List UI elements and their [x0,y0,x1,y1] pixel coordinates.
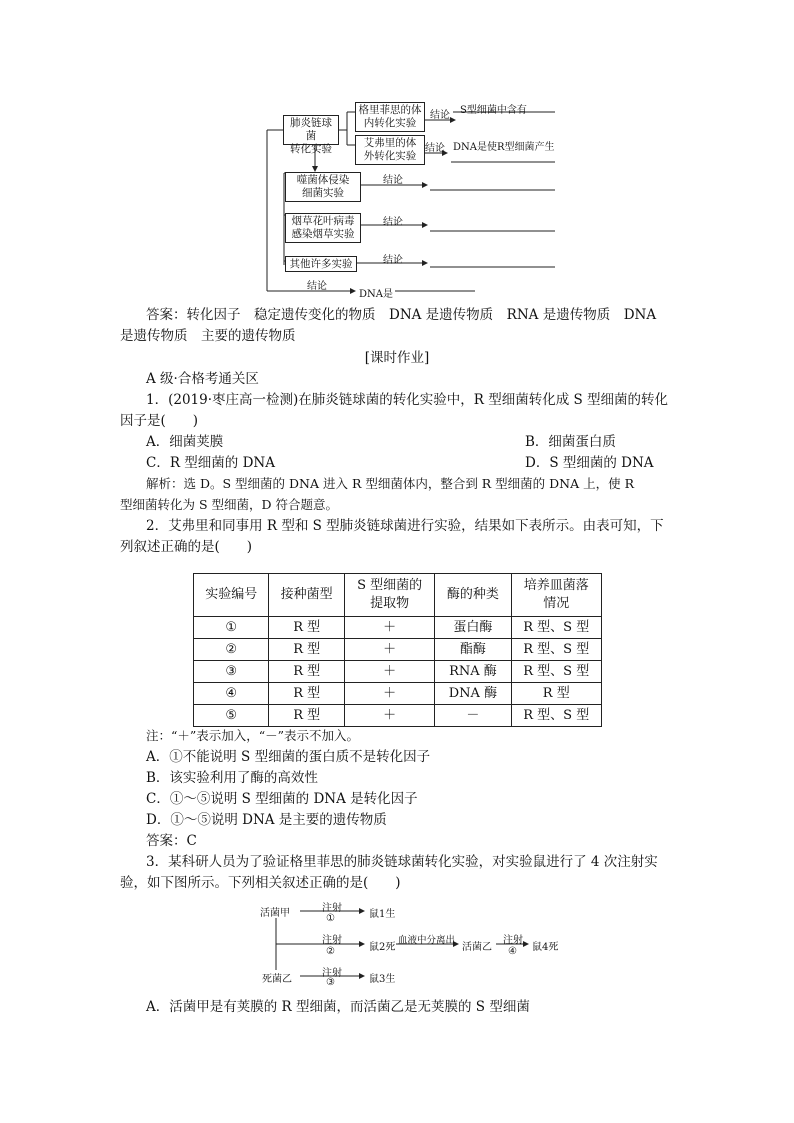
q1-analysis-line2: 型细菌转化为 S 型细菌，D 符合题意。 [120,497,339,512]
section-title: [课时作业] [364,350,430,366]
table-header-row [194,574,602,617]
map-phage-line1: 噬菌体侵染 [296,174,350,186]
table-cell: R 型、S 型 [511,661,602,683]
table-cell: R 型 [269,705,344,727]
table-cell: R 型 [511,683,602,705]
q2-option-a: A．①不能说明 S 型细菌的蛋白质不是转化因子 [146,749,431,765]
map-griffith [355,102,425,132]
q3-option-a: A．活菌甲是有荚膜的 R 型细菌，而活菌乙是无荚膜的 S 型细菌 [146,999,530,1015]
map-conclusion-griffith: 结论 [430,110,450,121]
table-cell: RNA 酶 [435,661,511,683]
diagram-num-4: ④ [508,946,517,957]
table-cell: － [435,705,511,727]
diagram-live-a: 活菌甲 [260,908,290,919]
diagram-mouse-2: 鼠2死 [369,942,396,953]
table-cell: ③ [194,661,269,683]
q3-injection-diagram [260,898,570,986]
level-title: A 级·合格考通关区 [146,371,259,387]
q2-table [193,573,602,727]
table-cell: R 型、S 型 [511,639,602,661]
table-header-cell: 酶的种类 [435,574,511,617]
diagram-mouse-4: 鼠4死 [532,942,559,953]
table-cell: R 型、S 型 [511,617,602,639]
table-header-cell: 培养皿菌落情况 [511,574,602,617]
table-cell: 蛋白酶 [435,617,511,639]
q1-option-b: B．细菌蛋白质 [525,434,616,450]
table-cell: R 型 [269,683,344,705]
q2-answer: 答案：C [146,833,197,849]
q1-stem-line1: 1．(2019·枣庄高一检测)在肺炎链球菌的转化实验中，R 型细菌转化成 S 型细菌的转化 [146,392,669,408]
map-griffith-line1: 格里菲思的体 [358,104,422,116]
map-avery [355,135,425,165]
table-cell: ＋ [344,639,434,661]
map-tobacco-line1: 烟草花叶病毒 [291,215,355,227]
q1-option-c: C．R 型细菌的 DNA [146,455,275,471]
diagram-dead-b: 死菌乙 [262,974,292,985]
map-conclusion-avery: 结论 [425,143,445,154]
table-cell: ④ [194,683,269,705]
table-cell: R 型 [269,639,344,661]
q3-stem-line1: 3．某科研人员为了验证格里菲思的肺炎链球菌转化实验，对实验鼠进行了 4 次注射实 [146,854,658,870]
diagram-live-b: 活菌乙 [462,942,492,953]
map-griffith-line2: 内转化实验 [363,117,417,129]
map-conclusion-phage: 结论 [383,175,403,186]
concept-map [255,95,575,300]
map-final-result: DNA是 [359,289,393,300]
table-cell: ＋ [344,683,434,705]
table-row [194,705,602,727]
map-griffith-result: S型细菌中含有 [460,105,527,116]
map-avery-line2: 外转化实验 [363,150,417,162]
diagram-separate: 血液中分离出 [398,935,456,946]
map-avery-line1: 艾弗里的体 [363,137,417,149]
answer1-line1: 答案：转化因子 稳定遗传变化的物质 DNA 是遗传物质 RNA 是遗传物质 DNA [146,307,657,323]
diagram-inject-3: 注射 [322,968,342,979]
table-header-cell: 接种菌型 [269,574,344,617]
map-tobacco-line2: 感染烟草实验 [291,228,355,240]
map-phage [285,172,361,202]
diagram-inject-2: 注射 [322,935,342,946]
map-conclusion-others: 结论 [383,255,403,266]
table-cell: ① [194,617,269,639]
map-phage-line2: 细菌实验 [302,187,344,199]
table-row [194,639,602,661]
diagram-mouse-1: 鼠1生 [369,909,396,920]
q2-option-b: B．该实验利用了酶的高效性 [146,770,318,786]
table-header-cell: 实验编号 [194,574,269,617]
table-cell: R 型、S 型 [511,705,602,727]
table-cell: 酯酶 [435,639,511,661]
table-cell: ＋ [344,617,434,639]
q2-stem-line2: 列叙述正确的是( ) [120,539,253,555]
table-row [194,683,602,705]
diagram-num-3: ③ [326,977,335,988]
answer1-line2: 是遗传物质 主要的遗传物质 [120,328,296,344]
table-cell: ＋ [344,705,434,727]
diagram-inject-1: 注射 [322,903,342,914]
q3-stem-line2: 验，如下图所示。下列相关叙述正确的是( ) [120,875,401,891]
table-row [194,661,602,683]
q2-option-c: C．①～⑤说明 S 型细菌的 DNA 是转化因子 [146,791,418,807]
q1-option-d: D．S 型细菌的 DNA [525,455,654,471]
map-root-line1: 肺炎链球菌 [290,117,332,142]
table-cell: R 型 [269,661,344,683]
q1-analysis-line1: 解析：选 D。S 型细菌的 DNA 进入 R 型细菌体内，整合到 R 型细菌的 DNA 上，使 R [146,476,635,491]
table-header-cell: S 型细菌的提取物 [344,574,434,617]
diagram-num-2: ② [326,946,335,957]
q2-option-d: D．①～⑤说明 DNA 是主要的遗传物质 [146,812,387,828]
map-avery-result: DNA是使R型细菌产生 [453,142,555,153]
diagram-num-1: ① [326,913,335,924]
map-root [283,115,339,155]
map-others: 其他许多实验 [285,256,357,272]
table-cell: ⑤ [194,705,269,727]
table-cell: DNA 酶 [435,683,511,705]
map-root-line2: 转化实验 [290,143,332,155]
q1-stem-line2: 因子是( ) [120,413,199,429]
table-cell: ＋ [344,661,434,683]
table-cell: ② [194,639,269,661]
map-conclusion-final: 结论 [307,281,327,292]
q1-option-a: A．细菌荚膜 [146,434,224,450]
table-cell: R 型 [269,617,344,639]
diagram-mouse-3: 鼠3生 [369,974,396,985]
map-tobacco [285,213,361,243]
table-row [194,617,602,639]
q2-stem-line1: 2．艾弗里和同事用 R 型和 S 型肺炎链球菌进行实验，结果如下表所示。由表可知，下 [146,518,664,534]
q2-table-note: 注：“＋”表示加入，“－”表示不加入。 [146,728,360,743]
diagram-inject-4: 注射 [503,935,523,946]
map-conclusion-tobacco: 结论 [383,217,403,228]
